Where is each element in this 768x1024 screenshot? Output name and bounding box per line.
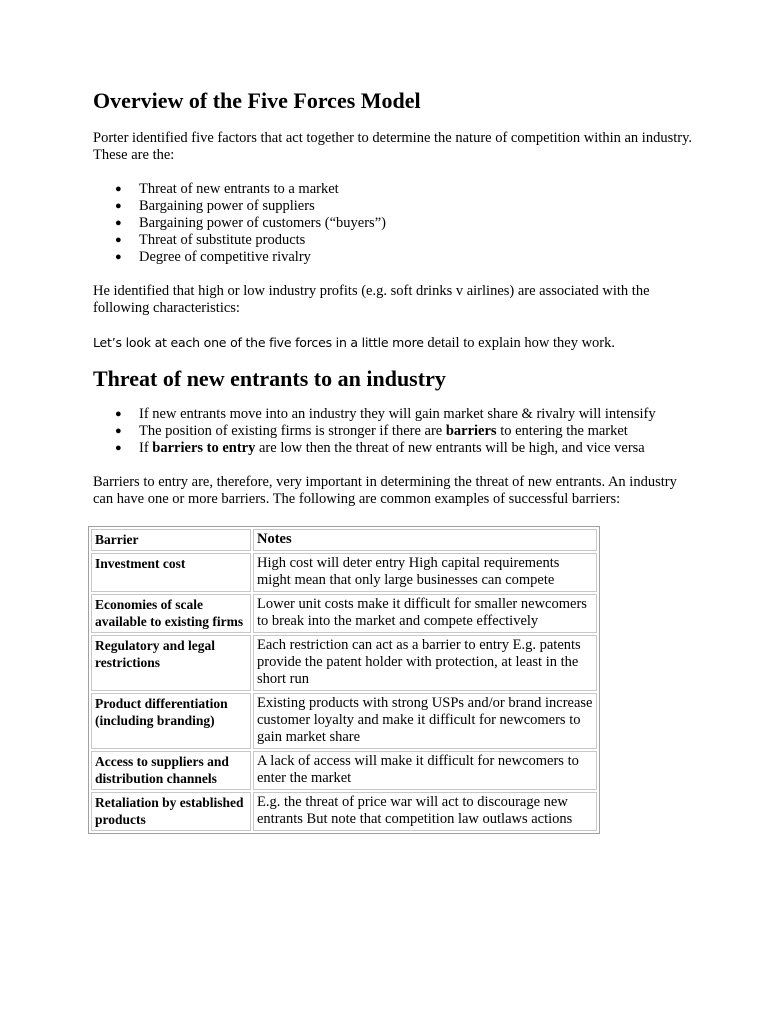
notes-cell: High cost will deter entry High capital requirements might mean that only large businesses can compete [253,553,597,592]
bullet-icon: ● [115,183,122,195]
notes-cell: Lower unit costs make it difficult for smaller newcomers to break into the market and compete effectively [253,594,597,633]
header-notes: Notes [253,529,597,551]
list-item: ● Bargaining power of suppliers [115,198,315,214]
notes-cell: Existing products with strong USPs and/or brand increase customer loyalty and make it difficult for newcomers to gain market share [253,693,597,749]
list-item: ● Threat of new entrants to a market [115,181,339,197]
barrier-cell: Economies of scale available to existing firms [91,594,251,633]
barrier-cell: Retaliation by established products [91,792,251,831]
list-item: ● If new entrants move into an industry they will gain market share & rivalry will intensify [115,406,656,422]
barrier-cell: Investment cost [91,553,251,592]
list-item: ● Bargaining power of customers (“buyers”) [115,215,386,231]
table-row [91,635,597,691]
table-header-row [91,529,597,551]
header-barrier: Barrier [91,529,251,551]
look-rest-text: detail to explain how they work. [423,335,616,351]
table-row [91,693,597,749]
table-row [91,751,597,790]
list-item: ● The position of existing firms is stronger if there are barriers to entering the market [115,423,628,439]
bullet-icon: ● [115,408,122,420]
intro-paragraph: Porter identified five factors that act together to determine the nature of competition within an industry. These are the: [93,130,693,163]
look-paragraph [93,334,693,352]
table-row [91,553,597,592]
list-item: ● Threat of substitute products [115,232,306,248]
barrier-cell: Regulatory and legal restrictions [91,635,251,691]
look-sans-text: Let’s look at each one of the five forces in a little more [93,335,424,350]
barrier-cell: Access to suppliers and distribution channels [91,751,251,790]
bullet-icon: ● [115,442,122,454]
table-row [91,594,597,633]
list-item: ● Degree of competitive rivalry [115,249,311,265]
list-item: ● If barriers to entry are low then the threat of new entrants will be high, and vice versa [115,440,645,456]
notes-cell: Each restriction can act as a barrier to entry E.g. patents provide the patent holder with protection, at least in the short run [253,635,597,691]
barrier-cell: Product differentiation (including branding) [91,693,251,749]
document-page [93,86,693,834]
bullet-icon: ● [115,425,122,437]
notes-cell: E.g. the threat of price war will act to discourage new entrants But note that competition law outlaws actions [253,792,597,831]
new-entrants-heading: Threat of new entrants to an industry [93,366,446,391]
profits-paragraph: He identified that high or low industry profits (e.g. soft drinks v airlines) are associated with the following characteristics: [93,283,650,316]
bullet-icon: ● [115,234,122,246]
overview-heading: Overview of the Five Forces Model [93,88,421,113]
notes-cell: A lack of access will make it difficult for newcomers to enter the market [253,751,597,790]
bullet-icon: ● [115,200,122,212]
five-forces-list [93,181,693,266]
barriers-paragraph: Barriers to entry are, therefore, very important in determining the threat of new entrants. An industry can have one or more barriers. The following are common examples of successful barriers: [93,474,677,507]
bullet-icon: ● [115,251,122,263]
barriers-table [88,526,600,834]
bullet-icon: ● [115,217,122,229]
table-row [91,792,597,831]
new-entrants-list [93,406,693,457]
